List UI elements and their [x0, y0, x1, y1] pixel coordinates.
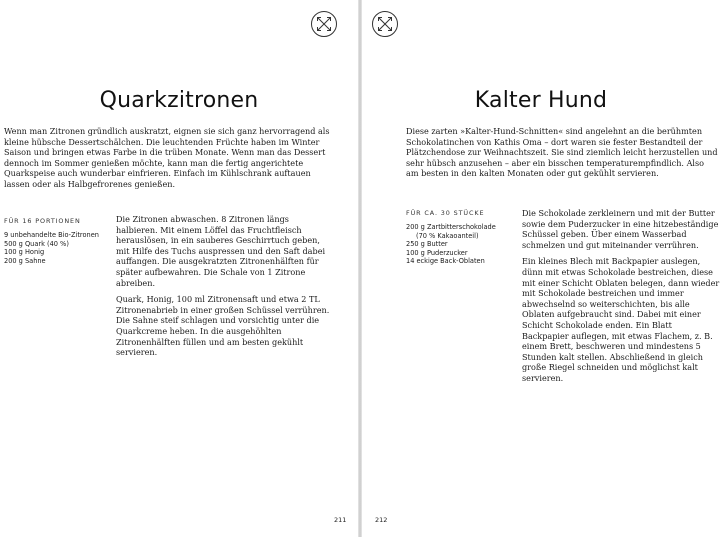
ingredient-item: 100 g Puderzucker	[406, 248, 468, 257]
right-page	[362, 0, 720, 537]
preparation-step: Die Schokolade zerkleinern und mit der Butter sowie dem Puderzucker in eine hitzebeständige Schüssel geben. Über einem Wasserbad schmelzen und gut miteinander verrühren.	[522, 208, 719, 250]
preparation-step: Quark, Honig, 100 ml Zitronensaft und etwa 2 TL Zitronenabrieb in einer großen Schüssel verrühren. Die Sahne steif schlagen und vorsichtig unter die Quarkcreme heben. In die ausgehöhlten Zitronenhälften füllen und am besten gekühlt servieren.	[116, 294, 330, 358]
page-number: 212	[375, 516, 388, 524]
ingredient-item: 100 g Honig	[4, 248, 45, 257]
ingredients-list	[406, 223, 518, 266]
ingredient-item: 200 g Zartbitterschokolade	[406, 223, 496, 231]
ingredient-item: 14 eckige Back-Oblaten	[406, 257, 485, 266]
recipe-intro: Wenn man Zitronen gründlich auskratzt, eignen sie sich ganz hervorragend als kleine hübsche Dessertschälchen. Die leuchtenden Früchte haben im Winter Saison und bringen etwas Farbe in die trüben Monate. Wenn man das Dessert dennoch im Sommer genießen möchte, kann man die fertig angerichtete Quarkspeise auch wunderbar einfrieren. Einfach im Kühlschrank auftauen lassen oder als Halbgefrorenes genießen.	[4, 126, 330, 189]
recipe-title: Kalter Hund	[474, 88, 608, 113]
left-page	[0, 0, 358, 537]
ingredients-list	[4, 231, 112, 265]
recipe-title: Quarkzitronen	[99, 88, 259, 113]
ingredients-block	[406, 209, 518, 266]
ingredient-item: (70 % Kakaoanteil)	[416, 231, 479, 240]
four-arrows-compass-icon	[371, 10, 399, 38]
ingredients-block	[4, 217, 112, 265]
page-number: 211	[334, 516, 347, 524]
four-arrows-compass-icon	[310, 10, 338, 38]
preparation-step: Die Zitronen abwaschen. 8 Zitronen längs halbieren. Mit einem Löffel das Fruchtfleisch herauslösen, in ein sauberes Geschirrtuch geben, mit Hilfe des Tuchs auspressen und den Saft dabei auffangen. Die ausgekratzten Zitronenhälften für später aufbewahren. Die Schale von 1 Zitrone abreiben.	[116, 214, 326, 288]
preparation-steps	[522, 208, 720, 390]
ingredient-item: 250 g Butter	[406, 240, 448, 249]
ingredients-heading: FÜR CA. 30 STÜCKE	[406, 209, 485, 217]
ingredient-item: 9 unbehandelte Bio-Zitronen	[4, 231, 99, 239]
ingredients-heading: FÜR 16 PORTIONEN	[4, 217, 81, 225]
recipe-intro: Diese zarten »Kalter-Hund-Schnitten« sind angelehnt an die berühmten Schokolatinchen von Kathis Oma – dort waren sie fester Bestandteil der Plätzchendose zur Weihnachtszeit. Sie sind ziemlich leicht herzustellen und sehr hübsch anzusehen – aber ein bisschen temperaturempfindlich. Also am besten in den kalten Monaten oder gut gekühlt servieren.	[406, 126, 718, 179]
ingredient-item: 200 g Sahne	[4, 256, 46, 265]
preparation-step: Ein kleines Blech mit Backpapier auslegen, dünn mit etwas Schokolade bestreichen, diese mit einer Schicht Oblaten belegen, dann wieder mit Schokolade bestreichen und immer abwechselnd so weiterschichten, bis alle Oblaten aufgebraucht sind. Dabei mit einer Schicht Schokolade enden. Ein Blatt Backpapier auflegen, mit etwas Flachem, z. B. einem Brett, beschweren und mindestens 5 Stunden kalt stellen. Abschließend in gleich große Riegel schneiden und möglichst kalt servieren.	[522, 256, 720, 383]
preparation-steps	[116, 214, 332, 364]
ingredient-item: 500 g Quark (40 %)	[4, 239, 69, 248]
